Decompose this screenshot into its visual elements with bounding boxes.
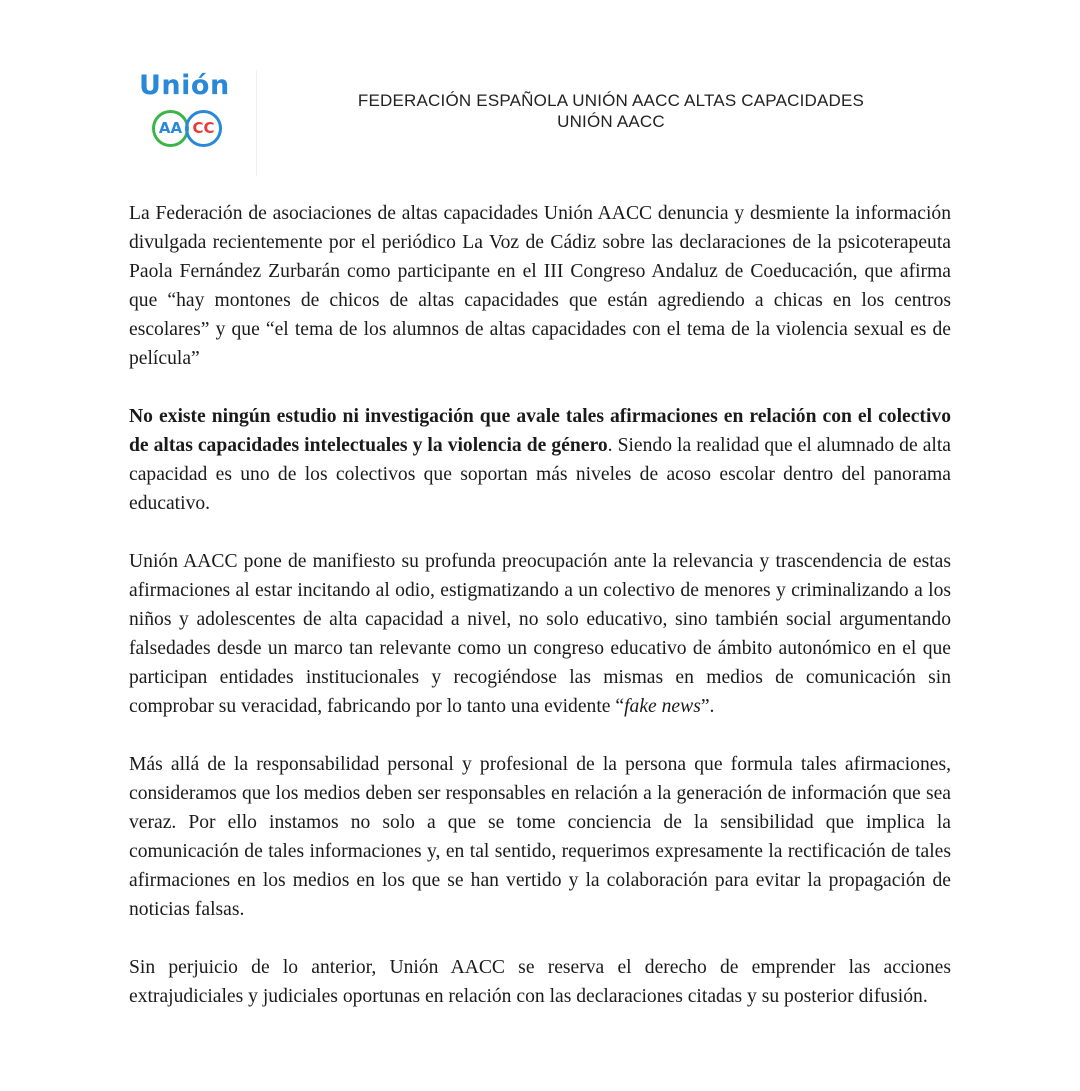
statement-body [129,199,951,1011]
paragraph-3-italic: fake news [624,696,701,717]
logo-wordmark: Unión [139,70,230,101]
header-title-line-2: UNIÓN AACC [557,112,665,131]
logo-rings [152,110,236,150]
paragraph-2-bold: No existe ningún estudio ni investigación que avale tales afirmaciones en relación con el colectivo de altas capacidades intelectuales y la violencia de género [129,406,951,456]
paragraph-5: Sin perjuicio de lo anterior, Unión AACC se reserva el derecho de emprender las acciones extrajudiciales y judiciales oportunas en relación con las declaraciones citadas y su posterior difusión. [129,957,951,1007]
logo-ring-cc: CC [185,110,222,147]
paragraph-2-rest: . Siendo la realidad que el alumnado de alta capacidad es uno de los colectivos que soportan más niveles de acoso escolar dentro del panorama educativo. [129,435,951,514]
federation-header [270,90,952,132]
logo-ring-aa: AA [152,110,189,147]
paragraph-3-end: ”. [700,696,715,717]
paragraph-3-main: Unión AACC pone de manifiesto su profunda preocupación ante la relevancia y trascendencia de estas afirmaciones al estar incitando al odio, estigmatizando a un colectivo de menores y criminalizando a los niños y adolescentes de alta capacidad a nivel, no solo educativo, sino también social argumentando falsedades desde un marco tan relevante como un congreso educativo de ámbito autonómico en el que participan entidades institucionales y recogiéndose las mismas en medios de comunicación sin comprobar su veracidad, fabricando por lo tanto una evidente “ [129,551,951,717]
paragraph-2 [129,402,951,518]
paragraph-1: La Federación de asociaciones de altas capacidades Unión AACC denuncia y desmiente la información divulgada recientemente por el periódico La Voz de Cádiz sobre las declaraciones de la psicoterapeuta Paola Fernández Zurbarán como participante en el III Congreso Andaluz de Coeducación, que afirma que “hay montones de chicos de altas capacidades que están agrediendo a chicas en los centros escolares” y que “el tema de los alumnos de altas capacidades con el tema de la violencia sexual es de película” [129,203,951,369]
header-title-line-1: FEDERACIÓN ESPAÑOLA UNIÓN AACC ALTAS CAPACIDADES [357,91,865,110]
paragraph-3 [129,547,951,721]
paragraph-4: Más allá de la responsabilidad personal y profesional de la persona que formula tales afirmaciones, consideramos que los medios deben ser responsables en relación a la generación de información que sea veraz. Por ello instamos no solo a que se tome conciencia de la sensibilidad que implica la comunicación de tales informaciones y, en tal sentido, requerimos expresamente la rectificación de tales afirmaciones en los medios en los que se han vertido y la colaboración para evitar la propagación de noticias falsas. [129,754,951,920]
union-aacc-logo [128,70,257,176]
